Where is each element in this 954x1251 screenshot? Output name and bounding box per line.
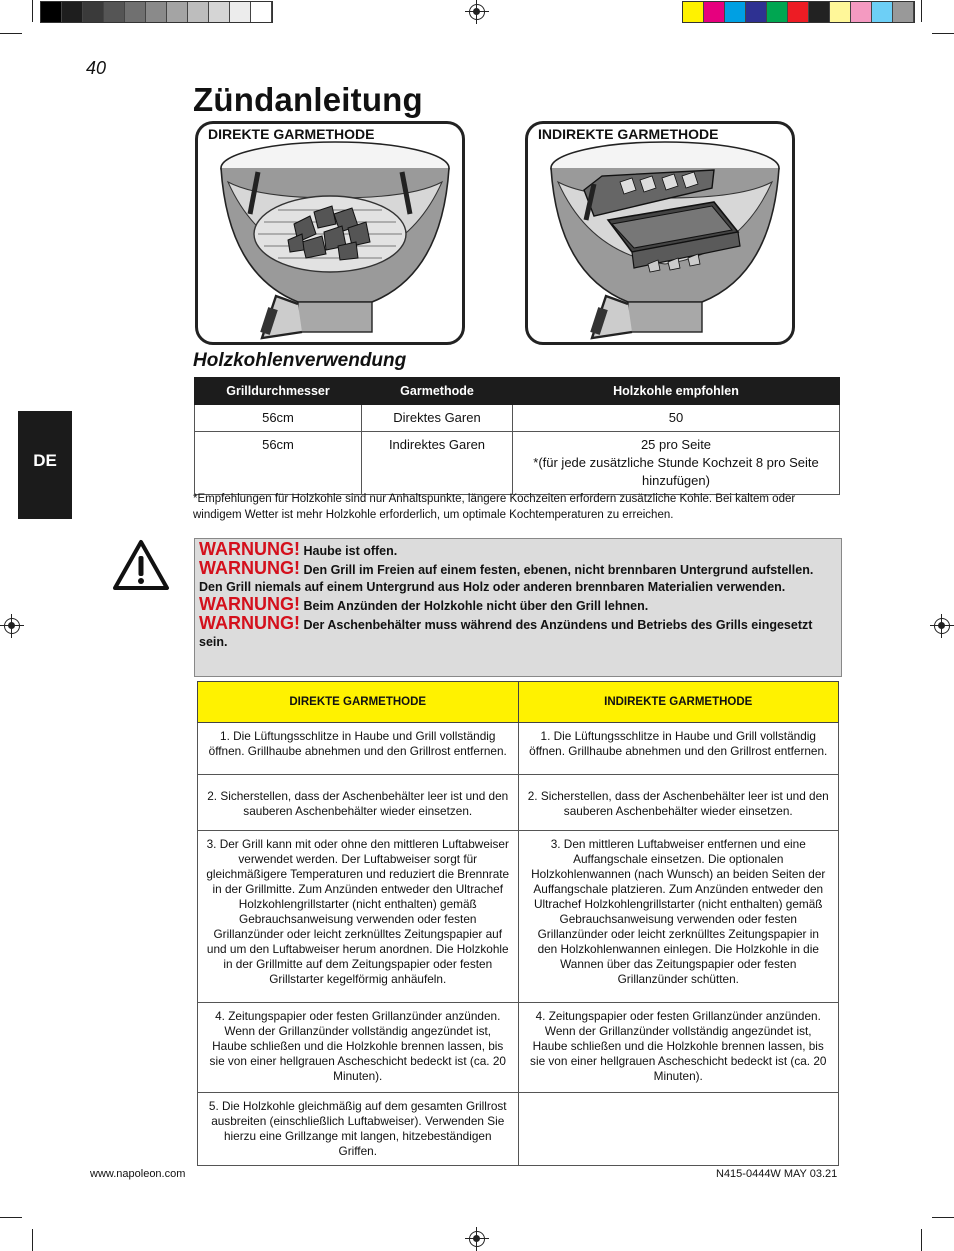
column-header: INDIREKTE GARMETHODE: [518, 682, 839, 723]
crop-mark: [32, 0, 33, 22]
warning-item: [199, 560, 837, 596]
footer-doc-code: N415-0444W MAY 03.21: [716, 1168, 838, 1180]
table-row: [198, 723, 839, 775]
charcoal-table: [194, 377, 840, 495]
step-cell: 3. Der Grill kann mit oder ohne den mittleren Luftabweiser verwendet werden. Der Luftabweiser sorgt für gleichmäßigere Temperaturen und reduziert die Brennrate in der Grillmitte. Zum Anzünden entweder den Ultrachef Holzkohlengrillstarter (nicht enthalten) gemäß Gebrauchsanweisung verwenden oder festen Grillanzünder oder leicht zerknülltes Zeitungspapier auf und um den Luftabweiser herum anordnen. Die Holzkohle in der Grillmitte auf dem Zeitungspapier oder festen Grillstarter kegelförmig anhäufeln.: [198, 831, 519, 1003]
step-cell: 5. Die Holzkohle gleichmäßig auf dem gesamten Grillrost ausbreiten (einschließlich Luftabweiser). Verwenden Sie hierzu eine Grillzange mit langen, hitzebeständigen Griffen.: [198, 1093, 519, 1166]
table-cell: 25 pro Seite *(für jede zusätzliche Stunde Kochzeit 8 pro Seite hinzufügen): [513, 432, 840, 495]
column-header: DIREKTE GARMETHODE: [198, 682, 519, 723]
warning-label: WARNUNG!: [199, 594, 300, 614]
warning-triangle-icon: [112, 538, 170, 592]
crop-mark: [0, 1217, 22, 1218]
registration-mark-icon: [934, 618, 950, 634]
table-cell: 50: [513, 405, 840, 432]
grill-indirect-icon: [528, 124, 795, 345]
charcoal-table-header-row: [195, 378, 840, 405]
table-row: [198, 775, 839, 831]
column-header: Holzkohle empfohlen: [513, 378, 840, 405]
warning-label: WARNUNG!: [199, 539, 300, 559]
warning-label: WARNUNG!: [199, 558, 300, 578]
table-row: [195, 405, 840, 432]
crop-mark: [921, 0, 922, 22]
direct-method-illustration: [195, 121, 465, 345]
grayscale-color-bar: [40, 1, 273, 23]
table-cell: Direktes Garen: [362, 405, 513, 432]
indirect-method-illustration: [525, 121, 795, 345]
step-cell: [518, 1093, 839, 1166]
warning-text: Haube ist offen.: [303, 544, 398, 558]
step-cell: 1. Die Lüftungsschlitze in Haube und Grill vollständig öffnen. Grillhaube abnehmen und den Grillrost entfernen.: [518, 723, 839, 775]
crop-mark: [921, 1229, 922, 1251]
page-title: Zündanleitung: [193, 81, 423, 118]
step-cell: 3. Den mittleren Luftabweiser entfernen und eine Auffangschale einsetzen. Die optionalen Holzkohlenwannen (nach Wunsch) an beiden Seiten der Auffangschale platzieren. Zum Anzünden entweder den Ultrachef Holzkohlengrillstarter (nicht enthalten) gemäß Gebrauchsanweisung verwenden oder festen Grillanzünder oder leicht zerknülltes Zeitungspapier in den Holzkohlenwannen einlegen. Die Holzkohle in die Wannen über das Zeitungspapier oder festen Grillanzünder schütten.: [518, 831, 839, 1003]
indirect-method-label: INDIREKTE GARMETHODE: [538, 126, 719, 142]
table-cell: 56cm: [195, 405, 362, 432]
warning-text: Beim Anzünden der Holzkohle nicht über den Grill lehnen.: [303, 599, 649, 613]
warning-box: [194, 538, 842, 677]
direct-method-label: DIREKTE GARMETHODE: [208, 126, 375, 142]
footer-website: www.napoleon.com: [90, 1168, 186, 1180]
warning-label: WARNUNG!: [199, 613, 300, 633]
warning-text: Der Aschenbehälter muss während des Anzündens und Betriebs des Grills eingesetzt sein.: [199, 618, 813, 649]
crop-mark: [0, 33, 22, 34]
step-cell: 4. Zeitungspapier oder festen Grillanzünder anzünden. Wenn der Grillanzünder vollständig angezündet ist, Haube schließen und die Holzkohle brennen lassen, bis sie von einer hellgrauen Ascheschicht bedeckt ist (ca. 20 Minuten).: [518, 1003, 839, 1093]
page-number: 40: [86, 58, 107, 78]
registration-mark-icon: [469, 4, 485, 20]
charcoal-footnote: *Empfehlungen für Holzkohle sind nur Anhaltspunkte, längere Kochzeiten erfordern zusätzliche Kohle. Bei kaltem oder windigem Wetter ist mehr Holzkohle erforderlich, um optimale Kochtemperaturen zu erreichen.: [193, 493, 796, 521]
language-tab: DE: [18, 411, 72, 519]
table-row: [198, 1093, 839, 1166]
step-cell: 2. Sicherstellen, dass der Aschenbehälter leer ist und den sauberen Aschenbehälter wieder einsetzen.: [198, 775, 519, 831]
table-cell: Indirektes Garen: [362, 432, 513, 495]
column-header: Grilldurchmesser: [195, 378, 362, 405]
crop-mark: [932, 33, 954, 34]
grill-direct-icon: [198, 124, 465, 345]
table-cell: 56cm: [195, 432, 362, 495]
registration-mark-icon: [469, 1231, 485, 1247]
lighting-steps-table: [197, 681, 839, 1166]
crop-mark: [32, 1229, 33, 1251]
steps-header-row: [198, 682, 839, 723]
charcoal-usage-heading: Holzkohlenverwendung: [193, 350, 407, 371]
process-color-bar: [682, 1, 915, 23]
crop-mark: [932, 1217, 954, 1218]
registration-mark-icon: [4, 618, 20, 634]
step-cell: 1. Die Lüftungsschlitze in Haube und Grill vollständig öffnen. Grillhaube abnehmen und den Grillrost entfernen.: [198, 723, 519, 775]
step-cell: 2. Sicherstellen, dass der Aschenbehälter leer ist und den sauberen Aschenbehälter wieder einsetzen.: [518, 775, 839, 831]
table-row: [198, 1003, 839, 1093]
column-header: Garmethode: [362, 378, 513, 405]
warning-item: [199, 615, 837, 651]
table-row: [195, 432, 840, 495]
table-row: [198, 831, 839, 1003]
warning-text: Den Grill im Freien auf einem festen, ebenen, nicht brennbaren Untergrund aufstellen. Den Grill niemals auf einem Untergrund aus Holz oder anderen brennbaren Materialien verwenden.: [199, 563, 814, 594]
step-cell: 4. Zeitungspapier oder festen Grillanzünder anzünden. Wenn der Grillanzünder vollständig angezündet ist, Haube schließen und die Holzkohle brennen lassen, bis sie von einer hellgrauen Ascheschicht bedeckt ist (ca. 20 Minuten).: [198, 1003, 519, 1093]
